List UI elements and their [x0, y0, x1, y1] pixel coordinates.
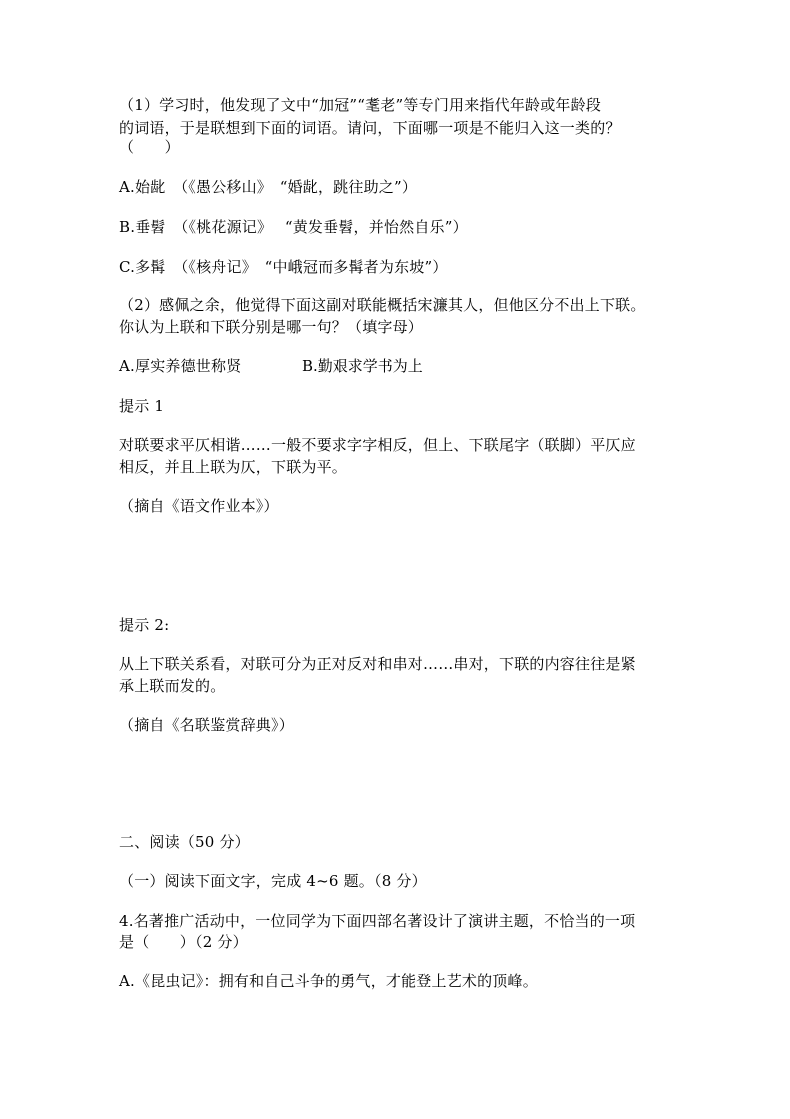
hint-1-title: 提示 1: [119, 397, 165, 415]
q2-option-b: B.勤艰求学书为上: [302, 357, 423, 375]
q2-stem-line-2: 你认为上联和下联分别是哪一句？（填字母）: [119, 318, 424, 336]
section-2-heading: 二、阅读（50 分）: [119, 833, 250, 851]
q1-stem-line-2: 的词语，于是联想到下面的词语。请问，下面哪一项是不能归入这一类的？: [119, 119, 621, 137]
hint-2-title: 提示 2:: [119, 616, 170, 634]
q1-option-c: C.多髯 （《核舟记》 “中峨冠而多髯者为东坡”）: [119, 258, 448, 276]
hint-1-line-1: 对联要求平仄相谐……一般不要求字字相反，但上、下联尾字（联脚）平仄应: [119, 436, 636, 454]
q1-stem-line-1: （1）学习时，他发现了文中“加冠”“耄老”等专门用来指代年龄或年龄段: [119, 96, 602, 114]
hint-2-source: （摘自《名联鉴赏辞典》）: [119, 716, 294, 734]
q1-answer-blank: （ ）: [119, 138, 180, 156]
q4-stem-line-1: 4.名著推广活动中，一位同学为下面四部名著设计了演讲主题，不恰当的一项: [119, 912, 636, 930]
hint-1-line-2: 相反，并且上联为仄，下联为平。: [119, 458, 348, 476]
hint-1-source: （摘自《语文作业本》）: [119, 497, 279, 515]
q4-stem-line-2: 是（ ）（2 分）: [119, 933, 248, 951]
q1-option-a: A.始龀 （《愚公移山》 “婚龀，跳往助之”）: [119, 178, 418, 196]
hint-2-line-2: 承上联而发的。: [119, 677, 226, 695]
q4-option-a: A.《昆虫记》：拥有和自己斗争的勇气，才能登上艺术的顶峰。: [119, 972, 538, 990]
q2-stem-line-1: （2）感佩之余，他觉得下面这副对联能概括宋濂其人，但他区分不出上下联。: [119, 296, 646, 314]
hint-2-line-1: 从上下联关系看，对联可分为正对反对和串对……串对，下联的内容往往是紧: [119, 655, 636, 673]
section-2-subheading: （一）阅读下面文字，完成 4~6 题。（8 分）: [119, 872, 427, 890]
q1-option-b: B.垂髫 （《桃花源记》 “黄发垂髫，并怡然自乐”）: [119, 218, 468, 236]
q2-option-a: A.厚实养德世称贤: [119, 357, 242, 375]
